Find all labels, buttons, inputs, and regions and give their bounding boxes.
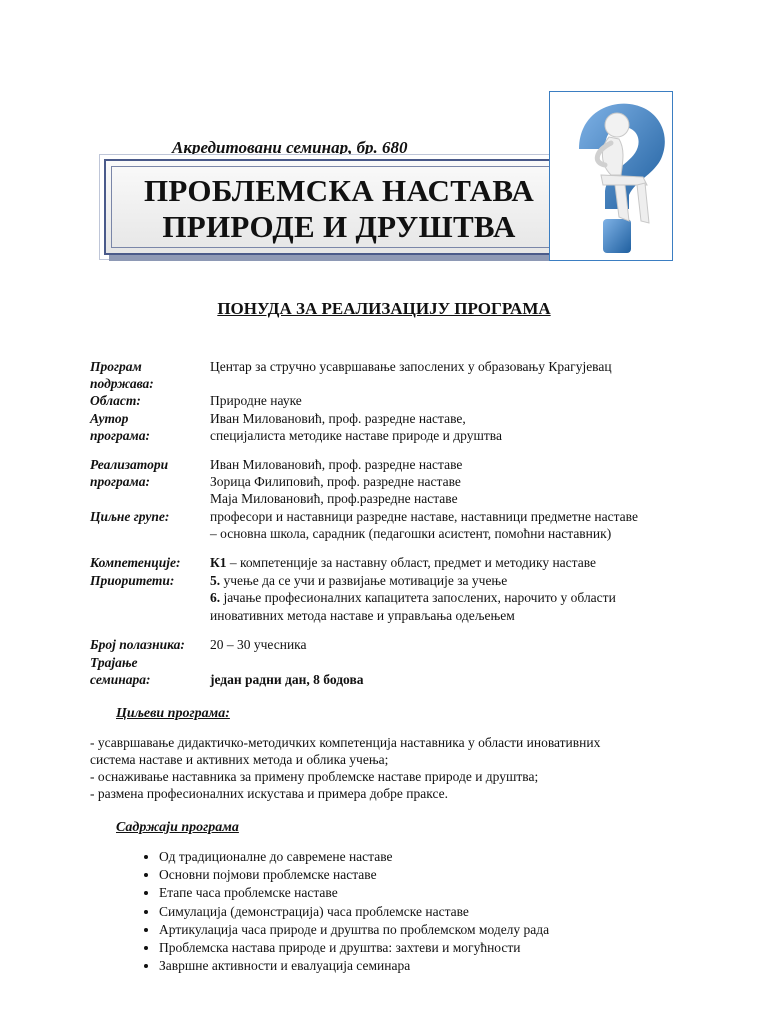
- author-label-1: Аутор: [90, 411, 129, 426]
- list-item: • Проблемска настава природе и друштва: захтеви и могућности: [159, 939, 549, 957]
- duration-label-1: Трајање: [90, 655, 138, 670]
- duration-value: један радни дан, 8 бодова: [210, 672, 364, 687]
- author-value-2: специјалиста методике наставе природе и друштва: [210, 428, 502, 443]
- competences-label: Компетенције:: [90, 555, 181, 570]
- goal-line-2: система наставе и активних метода и облика учења;: [90, 752, 389, 767]
- implementer-2: Зорица Филиповић, проф. разредне наставе: [210, 474, 461, 489]
- priority-6-cont: иновативних метода наставе и управљања одељењем: [210, 608, 515, 623]
- goal-line-1: - усавршавање дидактичко-методичких компетенција наставника у области иновативних: [90, 735, 601, 750]
- competences-code: К1: [210, 555, 227, 570]
- list-item: • Етапе часа проблемске наставе: [159, 884, 549, 902]
- goal-line-3: - оснаживање наставника за примену проблемске наставе природе и друштва;: [90, 769, 539, 784]
- participants-value: 20 – 30 учесника: [210, 637, 307, 652]
- title-line-2: ПРИРОДЕ И ДРУШТВА: [162, 209, 516, 244]
- area-value: Природне науке: [210, 393, 302, 408]
- program-supported-value: Центар за стручно усавршавање запослених у образовању Крагујевац: [210, 359, 612, 374]
- target-groups-value-1: професори и наставници разредне наставе, наставници предметне наставе: [210, 509, 638, 524]
- duration-label-2: семинара:: [90, 672, 151, 687]
- list-item: • Основни појмови проблемске наставе: [159, 866, 549, 884]
- competences-value: [210, 554, 596, 571]
- list-item: • Артикулација часа природе и друштва по проблемском моделу рада: [159, 921, 549, 939]
- area-label: Област:: [90, 393, 141, 408]
- list-item: • Симулација (демонстрација) часа проблемске наставе: [159, 903, 549, 921]
- goals-heading: Циљеви програма:: [116, 706, 230, 721]
- title-banner: [104, 159, 574, 255]
- priority-6: [210, 589, 616, 606]
- implementer-1: Иван Миловановић, проф. разредне наставе: [210, 457, 463, 472]
- contents-list: [135, 848, 549, 975]
- offer-heading: ПОНУДА ЗА РЕАЛИЗАЦИЈУ ПРОГРАМА: [217, 299, 551, 318]
- participants-label: Број полазника:: [90, 637, 185, 652]
- list-item: • Од традиционалне до савремене наставе: [159, 848, 549, 866]
- priority-6-text: јачање професионалних капацитета запослених, нарочито у области: [220, 590, 616, 605]
- priority-5-code: 5.: [210, 573, 221, 588]
- question-mark-figure-icon: [549, 91, 673, 261]
- seminar-number: Акредитовани семинар, бр. 680: [172, 138, 408, 157]
- author-value-1: Иван Миловановић, проф. разредне наставе,: [210, 411, 466, 426]
- contents-heading: Садржаји програма: [116, 820, 239, 835]
- priority-5: [210, 572, 507, 589]
- target-groups-label: Циљне групе:: [90, 509, 170, 524]
- priority-6-code: 6.: [210, 590, 221, 605]
- implementer-3: Маја Миловановић, проф.разредне наставе: [210, 491, 458, 506]
- priorities-label: Приоритети:: [90, 573, 175, 588]
- target-groups-value-2: – основна школа, сарадник (педагошки асистент, помоћни наставник): [210, 526, 612, 541]
- author-label-2: програма:: [90, 428, 150, 443]
- implementers-label-2: програма:: [90, 474, 150, 489]
- title-line-1: ПРОБЛЕМСКА НАСТАВА: [143, 173, 535, 208]
- program-supported-label-1: Програм: [90, 359, 142, 374]
- goal-line-4: - размена професионалних искустава и примера добре праксе.: [90, 786, 449, 801]
- program-supported-label-2: подржава:: [90, 376, 154, 391]
- priority-5-text: учење да се учи и развијање мотивације за учење: [220, 573, 508, 588]
- list-item: • Завршне активности и евалуација семинара: [159, 957, 549, 975]
- competences-text: – компетенције за наставну област, предмет и методику наставе: [226, 555, 597, 570]
- implementers-label-1: Реализатори: [90, 457, 169, 472]
